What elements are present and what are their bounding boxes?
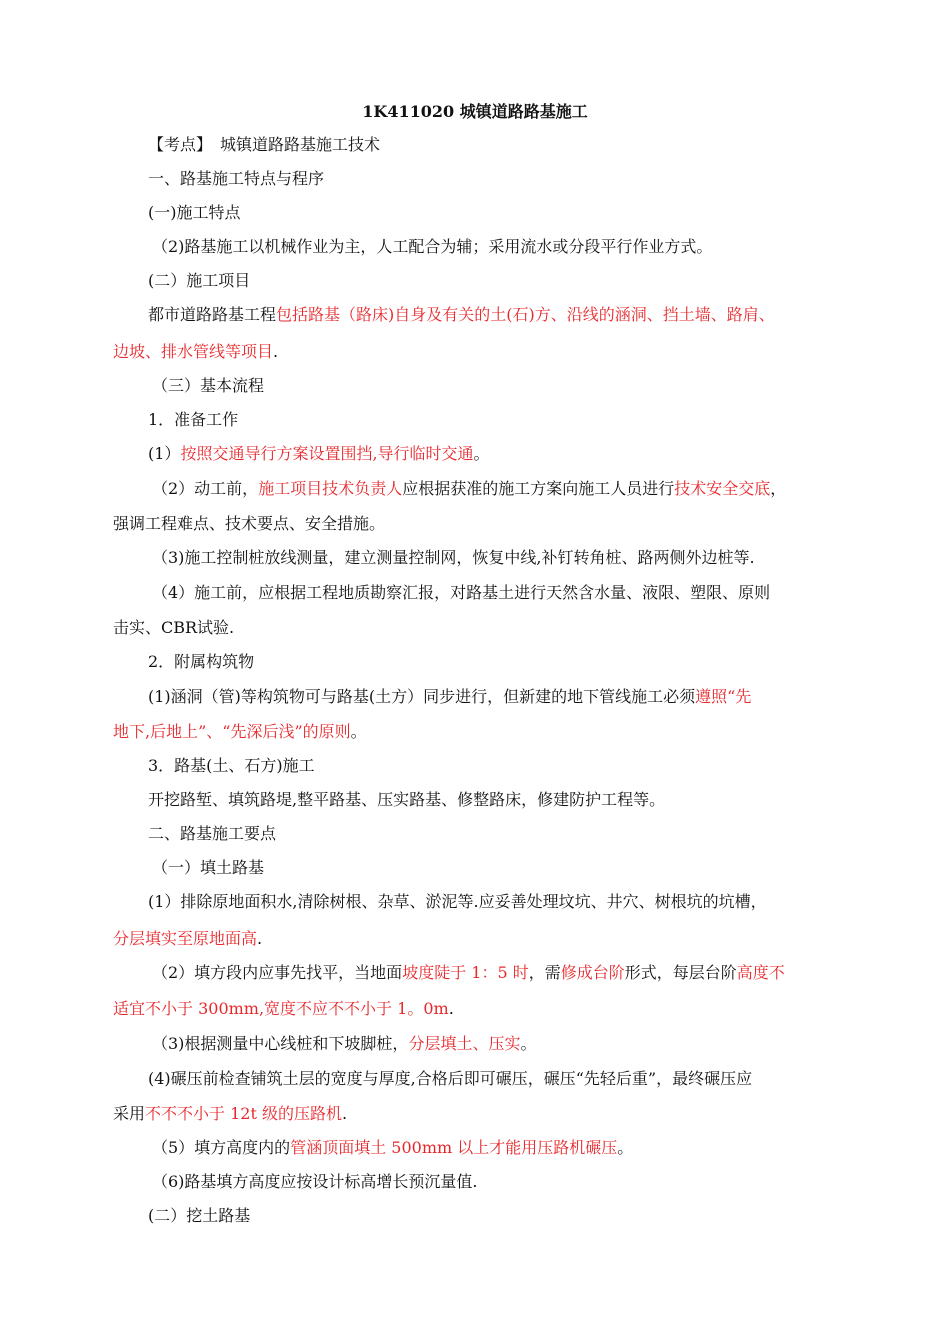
subsection-heading: （三）基本流程 <box>152 376 265 395</box>
paragraph-line: (4)碾压前检查铺筑土层的宽度与厚度,合格后即可碾压，碾压“先轻后重”，最终碾压应 <box>148 1069 753 1088</box>
subsection-heading: （一）填土路基 <box>152 858 265 877</box>
highlight-text: 按照交通导行方案设置围挡,导行临时交通 <box>180 444 474 463</box>
subsection-heading: (二）施工项目 <box>148 271 251 290</box>
paragraph-line <box>152 1032 877 1056</box>
highlight-text: 边坡、排水管线等项目 <box>113 342 274 361</box>
highlight-text: 适宜不小于 300mm,宽度不应不不小于 1。0m <box>113 999 449 1018</box>
highlight-text: 分层填土、压实 <box>408 1034 521 1053</box>
key-point-heading: 【考点】 城镇道路路基施工技术 <box>148 135 381 154</box>
text-run: 。 <box>520 1034 537 1053</box>
item-heading: 3．路基(土、石方)施工 <box>148 756 315 775</box>
text-run: 。 <box>350 722 367 741</box>
paragraph-line <box>113 720 838 744</box>
text-run: . <box>273 342 279 361</box>
paragraph-line: 开挖路堑、填筑路堤,整平路基、压实路基、修整路床，修建防护工程等。 <box>148 790 666 809</box>
text-run: （2）动工前， <box>152 479 259 498</box>
item-heading: 2．附属构筑物 <box>148 652 255 671</box>
paragraph-line <box>113 340 838 364</box>
highlight-text: 遵照“先 <box>695 687 752 706</box>
highlight-text: 技术安全交底 <box>674 479 771 498</box>
paragraph-line: 强调工程难点、技术要点、安全措施。 <box>113 514 386 533</box>
paragraph-line <box>113 927 838 951</box>
paragraph-line <box>113 997 838 1021</box>
paragraph-line <box>152 477 877 501</box>
highlight-text: 坡度陡于 1：5 时 <box>402 963 529 982</box>
paragraph-line <box>148 685 873 709</box>
paragraph-line: (1）排除原地面积水,清除树根、杂草、淤泥等.应妥善处理坟坑、井穴、树根坑的坑槽， <box>148 892 767 911</box>
paragraph-line: （2)路基施工以机械作业为主，人工配合为辅；采用流水或分段平行作业方式。 <box>152 237 713 256</box>
text-run: 。 <box>473 444 490 463</box>
paragraph-line <box>152 961 877 985</box>
text-run: . <box>257 929 263 948</box>
text-run: (1)涵洞（管)等构筑物可与路基(土方）同步进行，但新建的地下管线施工必须 <box>148 687 696 706</box>
section-heading: 一、路基施工特点与程序 <box>148 169 325 188</box>
document-title: 1K411020 城镇道路路基施工 <box>362 102 588 121</box>
text-run: （3)根据测量中心线桩和下坡脚桩， <box>152 1034 409 1053</box>
text-run: 形式，每层台阶 <box>624 963 737 982</box>
highlight-text: 分层填实至原地面高 <box>113 929 258 948</box>
paragraph-line <box>152 1136 877 1160</box>
highlight-text: 施工项目技术负责人 <box>258 479 403 498</box>
subsection-heading: (二）挖土路基 <box>148 1206 251 1225</box>
paragraph-line: 击实、CBR试验. <box>113 618 235 637</box>
text-run: ， <box>770 479 787 498</box>
subsection-heading: (一)施工特点 <box>148 203 241 222</box>
highlight-text: 高度不 <box>736 963 785 982</box>
text-run: (1） <box>148 444 181 463</box>
paragraph-line: （4）施工前，应根据工程地质勘察汇报，对路基土进行天然含水量、液限、塑限、原则 <box>152 583 771 602</box>
text-run: 采用 <box>113 1104 146 1123</box>
text-run: ，需 <box>528 963 561 982</box>
highlight-text: 不不不小于 12t 级的压路机 <box>145 1104 342 1123</box>
text-run: （5）填方高度内的 <box>152 1138 291 1157</box>
item-heading: 1．准备工作 <box>148 410 239 429</box>
text-run: . <box>341 1104 348 1123</box>
paragraph-line <box>148 442 873 466</box>
text-run: 应根据获准的施工方案向施工人员进行 <box>402 479 675 498</box>
highlight-text: 管涵顶面填土 500mm 以上才能用压路机碾压 <box>290 1138 618 1157</box>
highlight-text: 修成台阶 <box>560 963 625 982</box>
paragraph-line: （3)施工控制桩放线测量，建立测量控制网，恢复中线,补钉转角桩、路两侧外边桩等. <box>152 548 755 567</box>
highlight-text: 地下,后地上”、“先深后浅”的原则 <box>113 722 351 741</box>
section-heading: 二、路基施工要点 <box>148 824 277 843</box>
paragraph-line: （6)路基填方高度应按设计标高增长预沉量值. <box>152 1172 478 1191</box>
text-run: （2）填方段内应事先找平，当地面 <box>152 963 403 982</box>
text-run: 。 <box>617 1138 634 1157</box>
text-run: . <box>448 999 454 1018</box>
paragraph-line <box>148 303 873 327</box>
highlight-text: 包括路基（路床)自身及有关的土(石)方、沿线的涵洞、挡土墙、路肩、 <box>276 305 775 324</box>
paragraph-line <box>113 1102 838 1126</box>
text-run: 都市道路路基工程 <box>148 305 277 324</box>
